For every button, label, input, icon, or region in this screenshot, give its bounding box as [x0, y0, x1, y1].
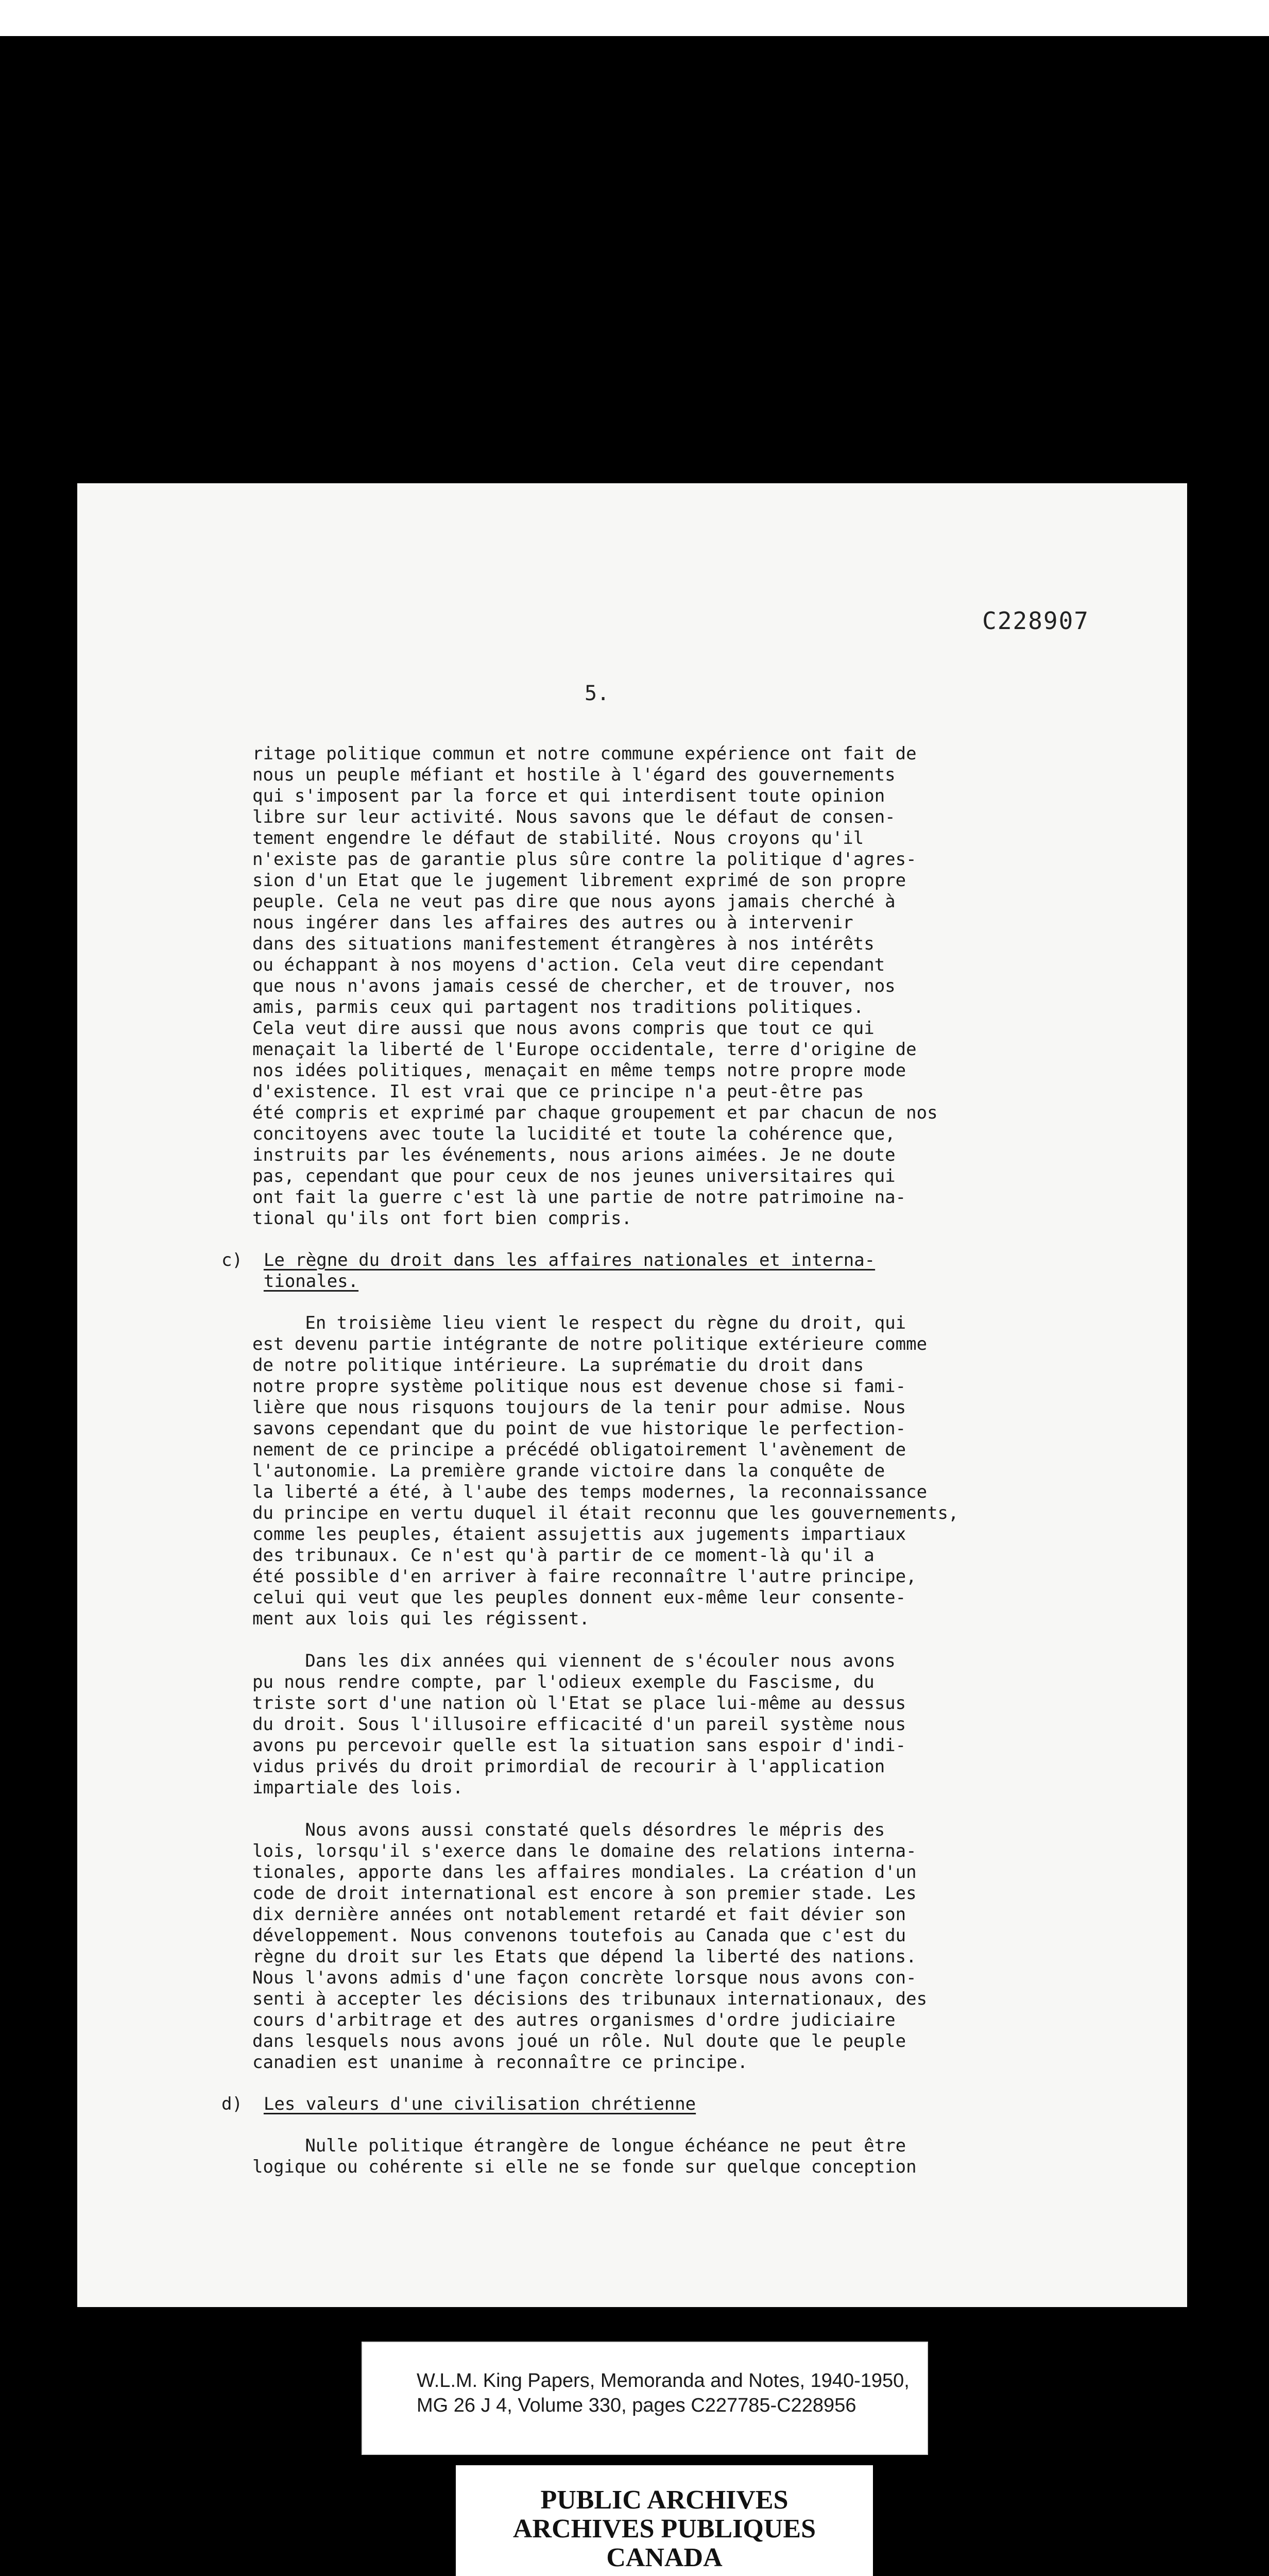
page-number: 5. [585, 682, 610, 705]
heading-c-line2: tionales. [263, 1271, 359, 1292]
text-line: nos idées politiques, menaçait en même temps notre propre mode [252, 1060, 906, 1081]
text-line: libre sur leur activité. Nous savons que le défaut de consen- [252, 807, 896, 827]
archives-line-2: ARCHIVES PUBLIQUES [512, 2514, 816, 2544]
text-line: dans des situations manifestement étrangères à nos intérêts [252, 934, 874, 954]
text-line: d'existence. Il est vrai que ce principe n'a peut-être pas [252, 1081, 864, 1102]
text-line: lois, lorsqu'il s'exerce dans le domaine des relations interna- [252, 1841, 917, 1861]
text-line: pu nous rendre compte, par l'odieux exemple du Fascisme, du [252, 1672, 874, 1692]
text-line: impartiale des lois. [252, 1777, 464, 1798]
text-line: que nous n'avons jamais cessé de chercher, et de trouver, nos [252, 976, 896, 996]
text-line: tement engendre le défaut de stabilité. Nous croyons qu'il [252, 828, 864, 849]
text-line: celui qui veut que les peuples donnent eux-même leur consente- [252, 1587, 906, 1608]
text-line: instruits par les événements, nous arions aimées. Je ne doute [252, 1145, 896, 1165]
text-line: de notre politique intérieure. La suprématie du droit dans [252, 1355, 864, 1376]
text-line: est devenu partie intégrante de notre politique extérieure comme [252, 1334, 928, 1354]
text-line: senti à accepter les décisions des tribunaux internationaux, des [252, 1989, 928, 2009]
text-line: triste sort d'une nation où l'Etat se place lui-même au dessus [252, 1693, 906, 1714]
text-line: vidus privés du droit primordial de recourir à l'application [252, 1756, 885, 1777]
scan-top-edge [0, 0, 1269, 36]
text-line: du droit. Sous l'illusoire efficacité d'un pareil système nous [252, 1714, 906, 1735]
archives-line-1: PUBLIC ARCHIVES [540, 2485, 788, 2515]
text-line: avons pu percevoir quelle est la situation sans espoir d'indi- [252, 1735, 906, 1756]
text-line: notre propre système politique nous est devenue chose si fami- [252, 1376, 906, 1397]
text-line: Nous avons aussi constaté quels désordres le mépris des [252, 1820, 885, 1840]
text-line: l'autonomie. La première grande victoire dans la conquête de [252, 1461, 885, 1481]
text-line: été compris et exprimé par chaque groupement et par chacun de nos [252, 1103, 938, 1123]
heading-d-text: Les valeurs d'une civilisation chrétienne [263, 2094, 696, 2114]
paragraph-christian-values [252, 2136, 1231, 2178]
text-line: Dans les dix années qui viennent de s'écouler nous avons [252, 1651, 896, 1671]
text-line: règne du droit sur les Etats que dépend la liberté des nations. [252, 1946, 917, 1967]
text-line: des tribunaux. Ce n'est qu'à partir de ce moment-là qu'il a [252, 1545, 874, 1566]
text-line: amis, parmis ceux qui partagent nos traditions politiques. [252, 997, 864, 1018]
text-line: développement. Nous convenons toutefois au Canada que c'est du [252, 1925, 906, 1946]
archive-reference-label [362, 2342, 928, 2455]
text-line: tional qu'ils ont fort bien compris. [252, 1208, 632, 1229]
paragraph-rule-of-law [252, 1313, 1231, 1630]
heading-c-prefix: c) [221, 1250, 264, 1270]
text-line: En troisième lieu vient le respect du règne du droit, qui [252, 1313, 906, 1333]
text-line: comme les peuples, étaient assujettis aux jugements impartiaux [252, 1524, 906, 1545]
document-page [77, 483, 1187, 2307]
text-line: tionales, apporte dans les affaires mondiales. La création d'un [252, 1862, 917, 1883]
text-line: dix dernière années ont notablement retardé et fait dévier son [252, 1904, 906, 1925]
text-line: sion d'un Etat que le jugement librement exprimé de son propre [252, 870, 906, 891]
archives-stamp [456, 2465, 873, 2576]
text-line: nement de ce principe a précédé obligatoirement l'avènement de [252, 1439, 906, 1460]
text-line: peuple. Cela ne veut pas dire que nous ayons jamais cherché à [252, 891, 896, 912]
text-line: Nulle politique étrangère de longue échéance ne peut être [252, 2136, 906, 2156]
text-line: la liberté a été, à l'aube des temps modernes, la reconnaissance [252, 1482, 928, 1502]
text-line: ont fait la guerre c'est là une partie de notre patrimoine na- [252, 1187, 906, 1208]
text-line: logique ou cohérente si elle ne se fonde sur quelque conception [252, 2157, 917, 2177]
heading-c [221, 1250, 1231, 1292]
text-line: Cela veut dire aussi que nous avons compris que tout ce qui [252, 1018, 874, 1039]
label-line-2: MG 26 J 4, Volume 330, pages C227785-C228956 [417, 2395, 856, 2416]
body-text [221, 743, 1231, 2178]
text-line: été possible d'en arriver à faire reconnaître l'autre principe, [252, 1566, 917, 1587]
heading-d [221, 2094, 1231, 2115]
document-number: C228907 [982, 607, 1089, 635]
text-line: pas, cependant que pour ceux de nos jeunes universitaires qui [252, 1166, 896, 1187]
text-line: code de droit international est encore à son premier stade. Les [252, 1883, 917, 1904]
heading-d-prefix: d) [221, 2094, 264, 2114]
text-line: n'existe pas de garantie plus sûre contre la politique d'agres- [252, 849, 917, 870]
text-line: Nous l'avons admis d'une façon concrète lorsque nous avons con- [252, 1968, 917, 1988]
text-line: nous un peuple méfiant et hostile à l'égard des gouvernements [252, 765, 896, 785]
text-line: lière que nous risquons toujours de la tenir pour admise. Nous [252, 1397, 906, 1418]
paragraph-fascism [252, 1651, 1231, 1799]
text-line: qui s'imposent par la force et qui interdisent toute opinion [252, 786, 885, 806]
text-line: canadien est unanime à reconnaître ce principe. [252, 2052, 748, 2073]
text-line: cours d'arbitrage et des autres organismes d'ordre judiciaire [252, 2010, 896, 2030]
label-line-1: W.L.M. King Papers, Memoranda and Notes, 1940-1950, [417, 2370, 910, 2392]
paragraph-international-law [252, 1820, 1231, 2073]
heading-c-line1: Le règne du droit dans les affaires nationales et interna- [263, 1250, 876, 1270]
text-line: menaçait la liberté de l'Europe occidentale, terre d'origine de [252, 1039, 917, 1060]
text-line: ment aux lois qui les régissent. [252, 1608, 590, 1629]
text-line: nous ingérer dans les affaires des autres ou à intervenir [252, 912, 853, 933]
text-line: ritage politique commun et notre commune expérience ont fait de [252, 743, 917, 764]
paragraph-heritage [252, 743, 1231, 1229]
text-line: ou échappant à nos moyens d'action. Cela veut dire cependant [252, 955, 885, 975]
text-line: savons cependant que du point de vue historique le perfection- [252, 1418, 906, 1439]
archives-line-3: CANADA [606, 2543, 723, 2572]
text-line: dans lesquels nous avons joué un rôle. Nul doute que le peuple [252, 2031, 906, 2052]
text-line: du principe en vertu duquel il était reconnu que les gouvernements, [252, 1503, 959, 1523]
text-line: concitoyens avec toute la lucidité et toute la cohérence que, [252, 1124, 896, 1144]
